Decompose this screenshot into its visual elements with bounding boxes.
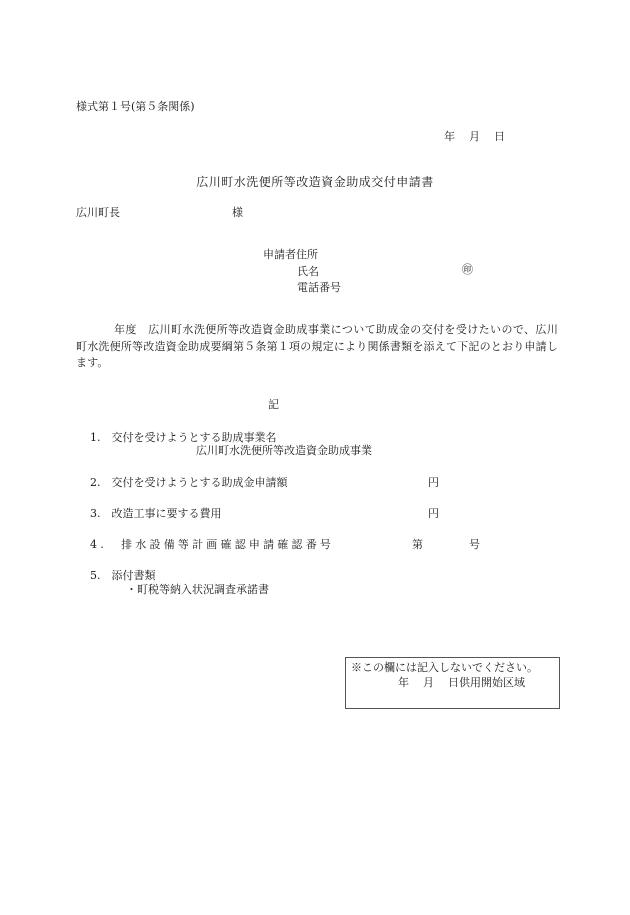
item-4-label: 4. 排水設備等計画確認申請確認番号 bbox=[90, 538, 335, 551]
office-use-fields bbox=[398, 676, 539, 689]
item-4-dai: 第 bbox=[412, 538, 423, 551]
item-1-label: 1. 交付を受けようとする助成事業名 bbox=[90, 431, 277, 444]
date-month: 月 bbox=[469, 130, 480, 143]
item-3-unit: 円 bbox=[428, 507, 439, 520]
item-3-label: 3. 改造工事に要する費用 bbox=[90, 507, 222, 520]
item-4-go: 号 bbox=[469, 538, 480, 551]
item-5-value: ・町税等納入状況調査承諾書 bbox=[126, 583, 269, 596]
office-year: 年 bbox=[398, 676, 409, 689]
date-day: 日 bbox=[494, 130, 505, 143]
date-line bbox=[444, 130, 519, 143]
addressee-honorific: 様 bbox=[232, 206, 243, 219]
form-number: 様式第１号(第５条関係) bbox=[76, 100, 195, 113]
item-5-label: 5. 添付書類 bbox=[90, 569, 156, 582]
item-2-unit: 円 bbox=[428, 476, 439, 489]
addressee-name: 広川町長 bbox=[76, 206, 120, 219]
item-2-label: 2. 交付を受けようとする助成金申請額 bbox=[90, 476, 288, 489]
item-1-value: 広川町水洗便所等改造資金助成事業 bbox=[196, 444, 372, 457]
office-day-label: 日供用開始区域 bbox=[448, 676, 525, 689]
date-year: 年 bbox=[444, 130, 455, 143]
applicant-phone-label: 電話番号 bbox=[297, 281, 341, 294]
office-use-note: ※この欄には記入しないでください。 bbox=[351, 661, 538, 674]
document-title: 広川町水洗便所等改造資金助成交付申請書 bbox=[196, 175, 434, 189]
application-body-text: 年度 広川町水洗便所等改造資金助成事業について助成金の交付を受けたいので、広川町水洗便所等改造資金助成要綱第５条第１項の規定により関係書類を添えて下記のとおり申請します。 bbox=[76, 323, 558, 369]
applicant-name-label: 氏名 bbox=[297, 265, 319, 278]
office-month: 月 bbox=[423, 676, 434, 689]
seal-mark: ㊞ bbox=[462, 263, 473, 276]
applicant-address-label: 申請者住所 bbox=[263, 248, 318, 261]
ki-heading: 記 bbox=[268, 398, 279, 411]
